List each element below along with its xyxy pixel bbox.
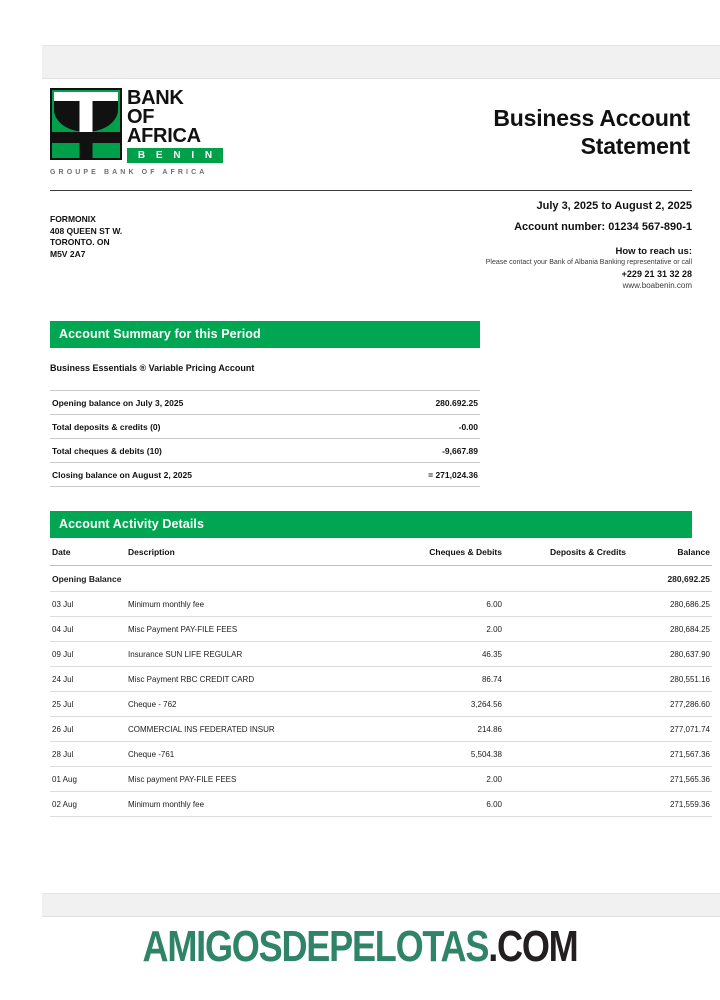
activity-table-head [50, 538, 712, 566]
cell-debit: 5,504.38 [380, 742, 504, 767]
account-summary-heading: Account Summary for this Period [50, 321, 480, 348]
summary-label: Total cheques & debits (10) [50, 439, 363, 463]
cell-description: Misc Payment RBC CREDIT CARD [126, 667, 380, 692]
account-summary-body [50, 391, 480, 487]
cell-balance: 271,567.36 [628, 742, 712, 767]
cell-balance: 277,286.60 [628, 692, 712, 717]
table-row [50, 667, 712, 692]
cell-balance: 277,071.74 [628, 717, 712, 742]
column-header-description: Description [126, 538, 380, 566]
account-type-label: Business Essentials ® Variable Pricing Account [50, 363, 255, 373]
table-row-opening-balance [50, 566, 712, 592]
column-header-debits: Cheques & Debits [380, 538, 504, 566]
statement-period: July 3, 2025 to August 2, 2025 [536, 200, 692, 212]
summary-label: Total deposits & credits (0) [50, 415, 363, 439]
cell-debit: 86.74 [380, 667, 504, 692]
customer-city: TORONTO. ON [50, 237, 110, 247]
cell-credit [504, 792, 628, 817]
cell-credit [504, 692, 628, 717]
summary-value: -0.00 [363, 415, 480, 439]
cell-description: Misc payment PAY-FILE FEES [126, 767, 380, 792]
cell-debit: 6.00 [380, 592, 504, 617]
cell-date: 03 Jul [50, 592, 126, 617]
cell-date: 25 Jul [50, 692, 126, 717]
bank-logo [50, 88, 300, 176]
cell-credit [504, 592, 628, 617]
summary-row [50, 391, 480, 415]
cell-credit [504, 742, 628, 767]
cell-balance: 271,559.36 [628, 792, 712, 817]
watermark-main: AMIGOSDEPELOTAS [142, 922, 489, 971]
table-row [50, 592, 712, 617]
logo-word-bank: BANK [127, 87, 184, 109]
cell-description: COMMERCIAL INS FEDERATED INSUR [126, 717, 380, 742]
reach-us-heading: How to reach us: [615, 246, 692, 257]
customer-postal: M5V 2A7 [50, 248, 86, 259]
page-top-band [42, 45, 720, 79]
cell-balance: 280,684.25 [628, 617, 712, 642]
cell-credit [504, 717, 628, 742]
contact-block [486, 200, 692, 290]
contact-website[interactable]: www.boabenin.com [622, 281, 692, 290]
customer-address [50, 200, 122, 290]
logo-word-of: OF [127, 106, 155, 128]
cell-credit [504, 617, 628, 642]
cell-date: 01 Aug [50, 767, 126, 792]
cell-description: Minimum monthly fee [126, 592, 380, 617]
summary-value: = 271,024.36 [363, 463, 480, 487]
summary-label: Closing balance on August 2, 2025 [50, 463, 363, 487]
column-header-balance: Balance [628, 538, 712, 566]
logo-tagline: GROUPE BANK OF AFRICA [50, 169, 208, 176]
table-row [50, 792, 712, 817]
cell-credit [504, 767, 628, 792]
statement-info [42, 191, 700, 290]
activity-header-row [50, 538, 712, 566]
cell-debit: 3,264.56 [380, 692, 504, 717]
cell-balance: 280,551.16 [628, 667, 712, 692]
cell-debit: 2.00 [380, 767, 504, 792]
statement-sheet [42, 78, 710, 817]
opening-balance-value: 280,692.25 [628, 566, 712, 592]
table-row [50, 692, 712, 717]
account-activity-table [50, 538, 712, 817]
contact-phone: +229 21 31 32 28 [621, 269, 692, 279]
cell-description: Misc Payment PAY-FILE FEES [126, 617, 380, 642]
cell-date: 28 Jul [50, 742, 126, 767]
statement-header [42, 78, 700, 176]
site-watermark [65, 922, 655, 972]
cell-credit [504, 667, 628, 692]
table-row [50, 717, 712, 742]
page-title-line1: Business Account [493, 105, 690, 131]
column-header-credits: Deposits & Credits [504, 538, 628, 566]
cell-credit [504, 642, 628, 667]
customer-name: FORMONIX [50, 214, 96, 224]
page-title-line2: Statement [580, 133, 690, 159]
page-title [493, 88, 690, 160]
cell-balance: 280,637.90 [628, 642, 712, 667]
cell-description: Minimum monthly fee [126, 792, 380, 817]
account-summary-table [50, 390, 480, 487]
cell-date: 26 Jul [50, 717, 126, 742]
reach-us-note: Please contact your Bank of Albania Banking representative or call [485, 259, 692, 266]
cell-balance: 271,565.36 [628, 767, 712, 792]
cell-balance: 280,686.25 [628, 592, 712, 617]
cell-description: Cheque -761 [126, 742, 380, 767]
column-header-date: Date [50, 538, 126, 566]
account-number: Account number: 01234 567-890-1 [514, 221, 692, 233]
summary-value: -9,667.89 [363, 439, 480, 463]
cell-date: 02 Aug [50, 792, 126, 817]
cell-debit: 46.35 [380, 642, 504, 667]
cell-date: 09 Jul [50, 642, 126, 667]
logo-word-africa: AFRICA [127, 125, 201, 147]
table-row [50, 742, 712, 767]
cell-date: 24 Jul [50, 667, 126, 692]
activity-table-body [50, 566, 712, 817]
table-row [50, 617, 712, 642]
customer-street: 408 QUEEN ST W. [50, 225, 123, 236]
cell-debit: 6.00 [380, 792, 504, 817]
cell-date: 04 Jul [50, 617, 126, 642]
opening-balance-label: Opening Balance [50, 566, 380, 592]
summary-row [50, 463, 480, 487]
opening-balance-credit [504, 566, 628, 592]
logo-country-badge: B E N I N [127, 148, 223, 163]
summary-label: Opening balance on July 3, 2025 [50, 391, 363, 415]
table-row [50, 767, 712, 792]
summary-row [50, 415, 480, 439]
cell-description: Insurance SUN LIFE REGULAR [126, 642, 380, 667]
opening-balance-debit [380, 566, 504, 592]
summary-row [50, 439, 480, 463]
summary-value: 280.692.25 [363, 391, 480, 415]
watermark-tld: .COM [488, 922, 578, 971]
page-bottom-band [42, 893, 720, 917]
cell-debit: 214.86 [380, 717, 504, 742]
account-activity-heading: Account Activity Details [50, 511, 692, 538]
cell-description: Cheque - 762 [126, 692, 380, 717]
bank-of-africa-logo-icon [50, 88, 122, 160]
cell-debit: 2.00 [380, 617, 504, 642]
table-row [50, 642, 712, 667]
